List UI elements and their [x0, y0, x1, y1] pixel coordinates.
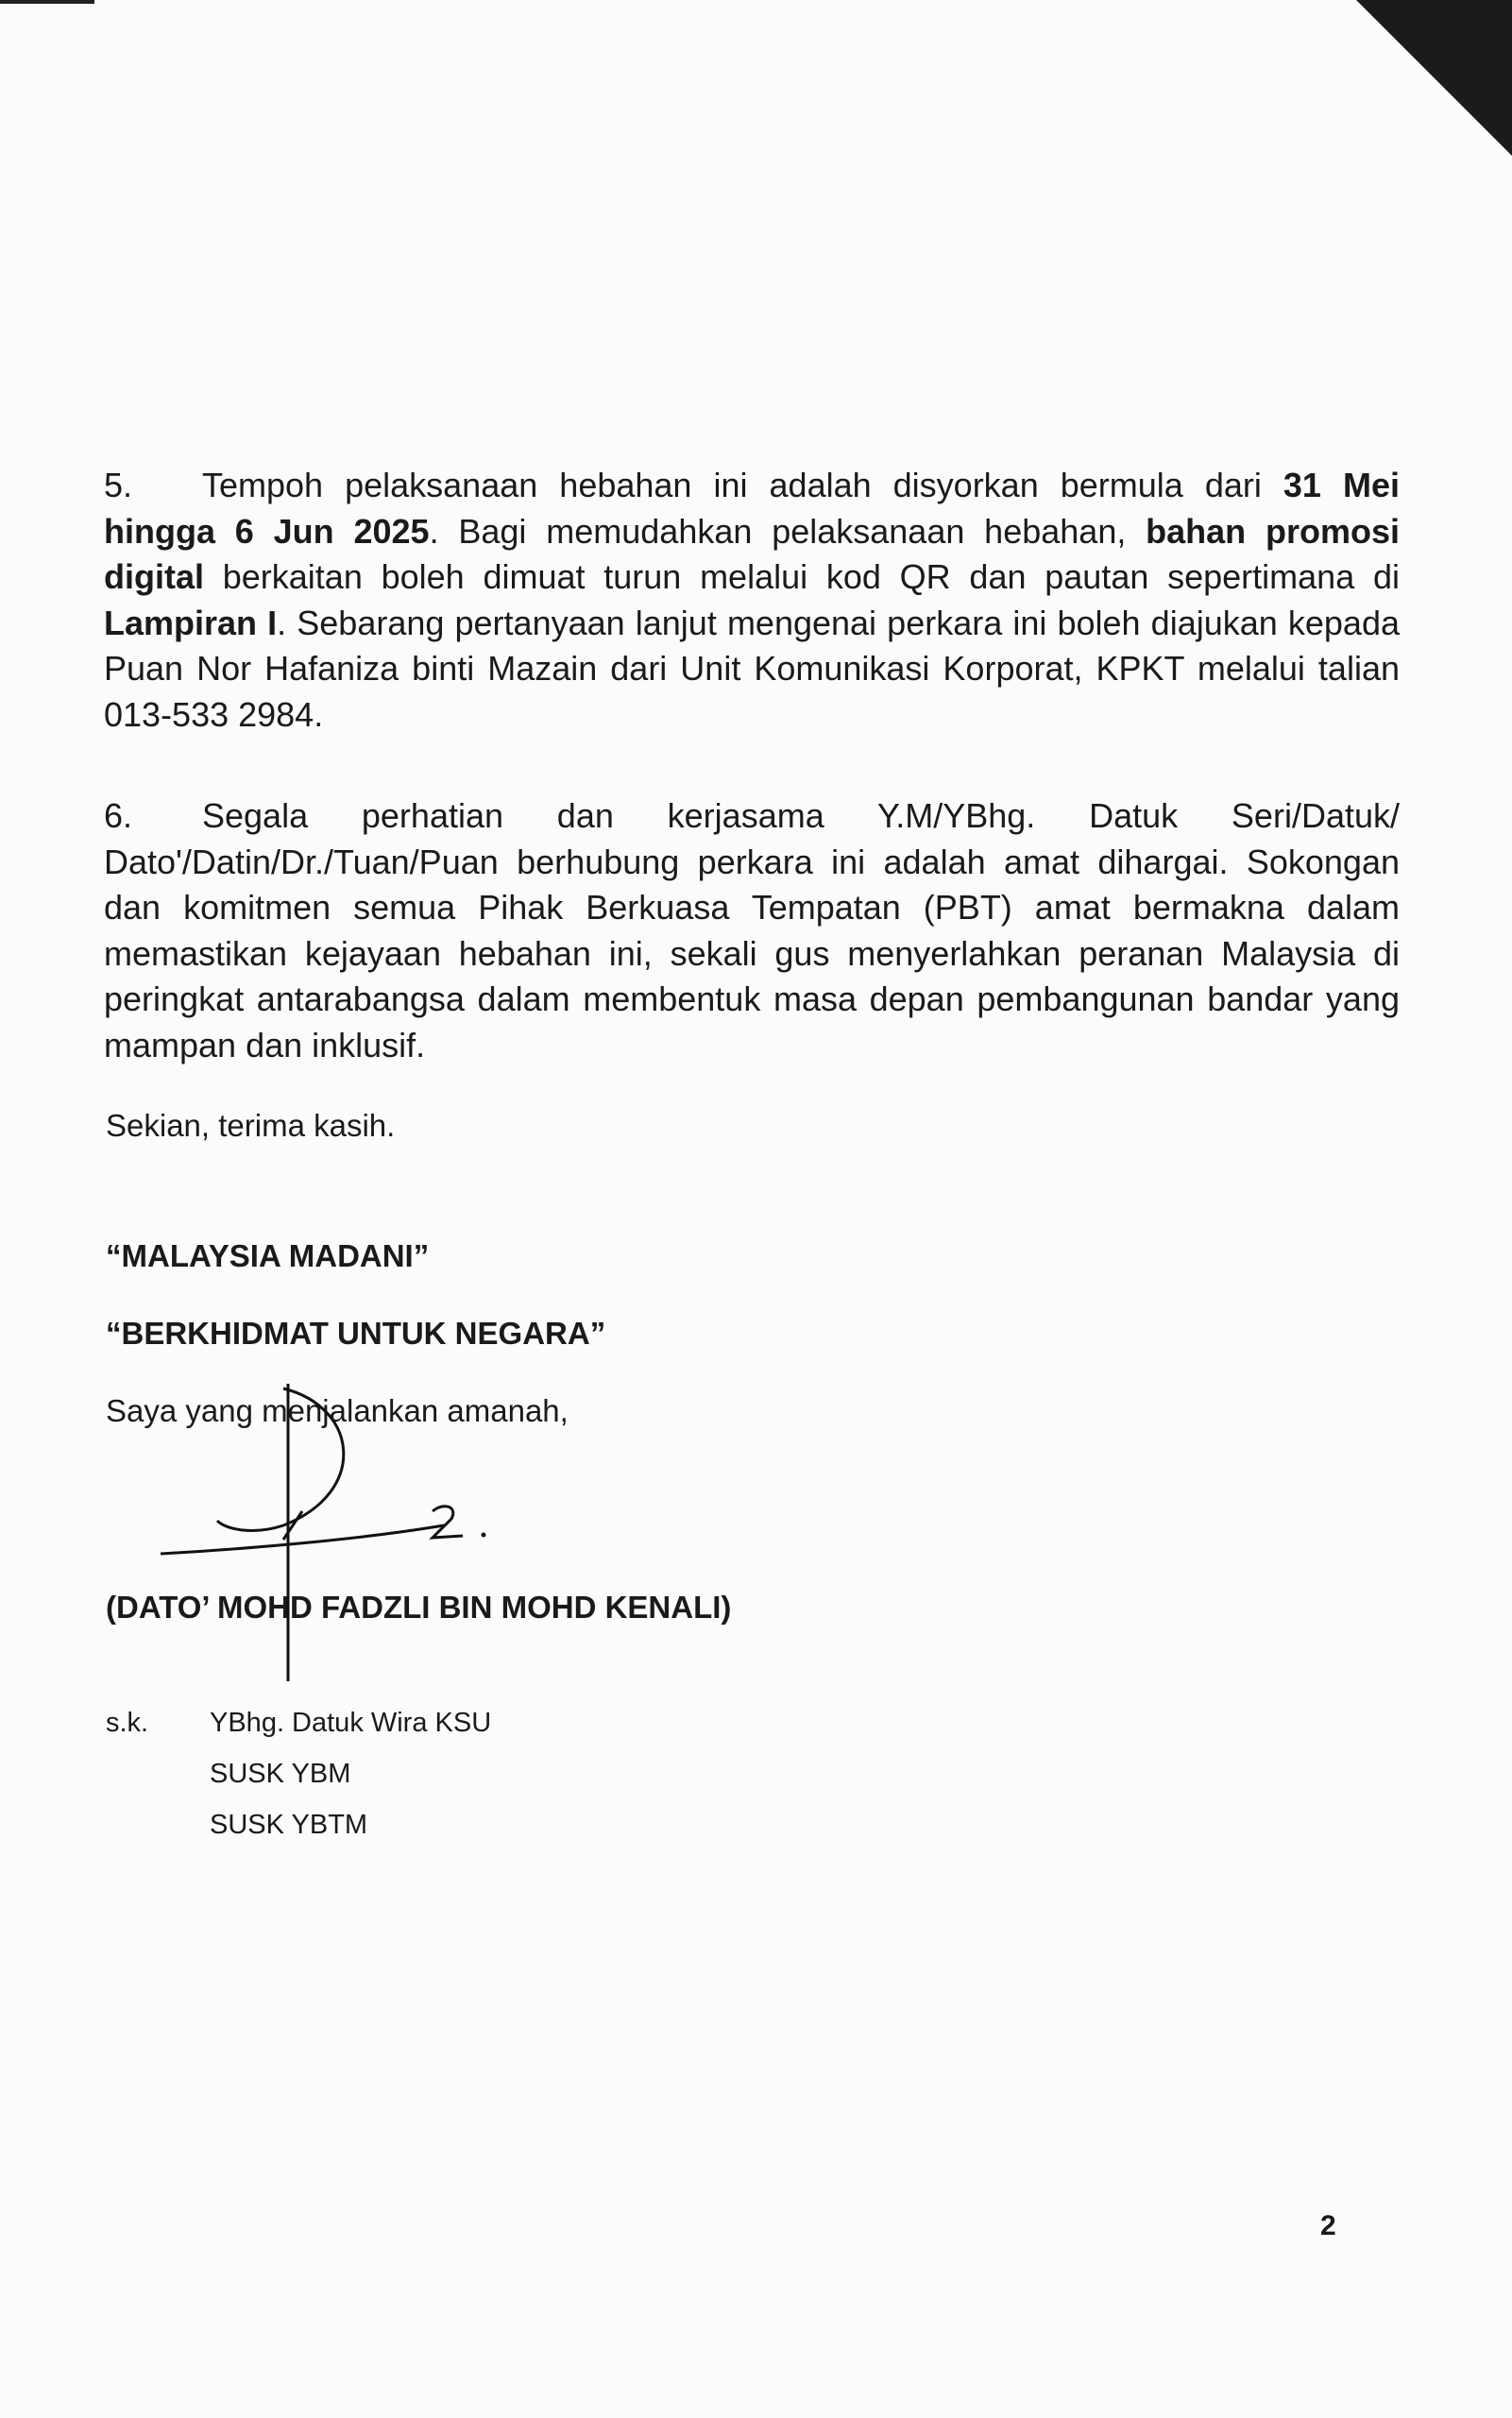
page-number: 2 — [1320, 2210, 1336, 2241]
sign-off-line: Saya yang menjalankan amanah, — [106, 1393, 569, 1428]
cc-recipient: SUSK YBM — [210, 1759, 351, 1789]
slogan-madani: “MALAYSIA MADANI” — [106, 1238, 430, 1273]
cc-recipient: YBhg. Datuk Wira KSU — [210, 1708, 492, 1738]
date-range: 31 Mei hingga 6 Jun 2025 — [104, 466, 1400, 551]
paragraph-6: 6. Segala perhatian dan kerjasama Y.M/YBhg. Datuk Seri/Datuk/ Dato'/Datin/Dr./Tuan/Puan berhubung perkara ini adalah amat dihargai. Sokongan dan komitmen semua Pihak Berkuasa Tempatan (PBT) amat bermakna dalam memastikan kejayaan hebahan ini, sekali gus menyerlahkan peranan Malaysia di peringkat antarabangsa dalam membentuk masa depan pembangunan bandar yang mampan dan inklusif. — [104, 793, 1400, 1068]
paragraph-5: 5. Tempoh pelaksanaan hebahan ini adalah disyorkan bermula dari 31 Mei hingga 6 Jun 2025. Bagi memudahkan pelaksanaan hebahan, bahan promosi digital berkaitan boleh dimuat turun melalui kod QR dan pautan sepertimana di Lampiran I. Sebarang pertanyaan lanjut mengenai perkara ini boleh diajukan kepada Puan Nor Hafaniza binti Mazain dari Unit Komunikasi Korporat, KPKT melalui talian 013-533 2984. — [104, 463, 1400, 738]
appendix-ref: Lampiran I — [104, 603, 278, 642]
cc-recipient: SUSK YBTM — [210, 1810, 368, 1840]
promo-material: bahan promosi digital — [104, 511, 1401, 596]
closing-line: Sekian, terima kasih. — [106, 1108, 396, 1143]
cc-list — [210, 1697, 776, 1850]
signatory-name: (DATO’ MOHD FADZLI BIN MOHD KENALI) — [106, 1590, 732, 1625]
cc-label: s.k. — [106, 1708, 149, 1738]
paragraph-number: 5. — [104, 466, 133, 504]
slogan-berkhidmat: “BERKHIDMAT UNTUK NEGARA” — [106, 1316, 606, 1351]
paragraph-number: 6. — [104, 796, 133, 835]
